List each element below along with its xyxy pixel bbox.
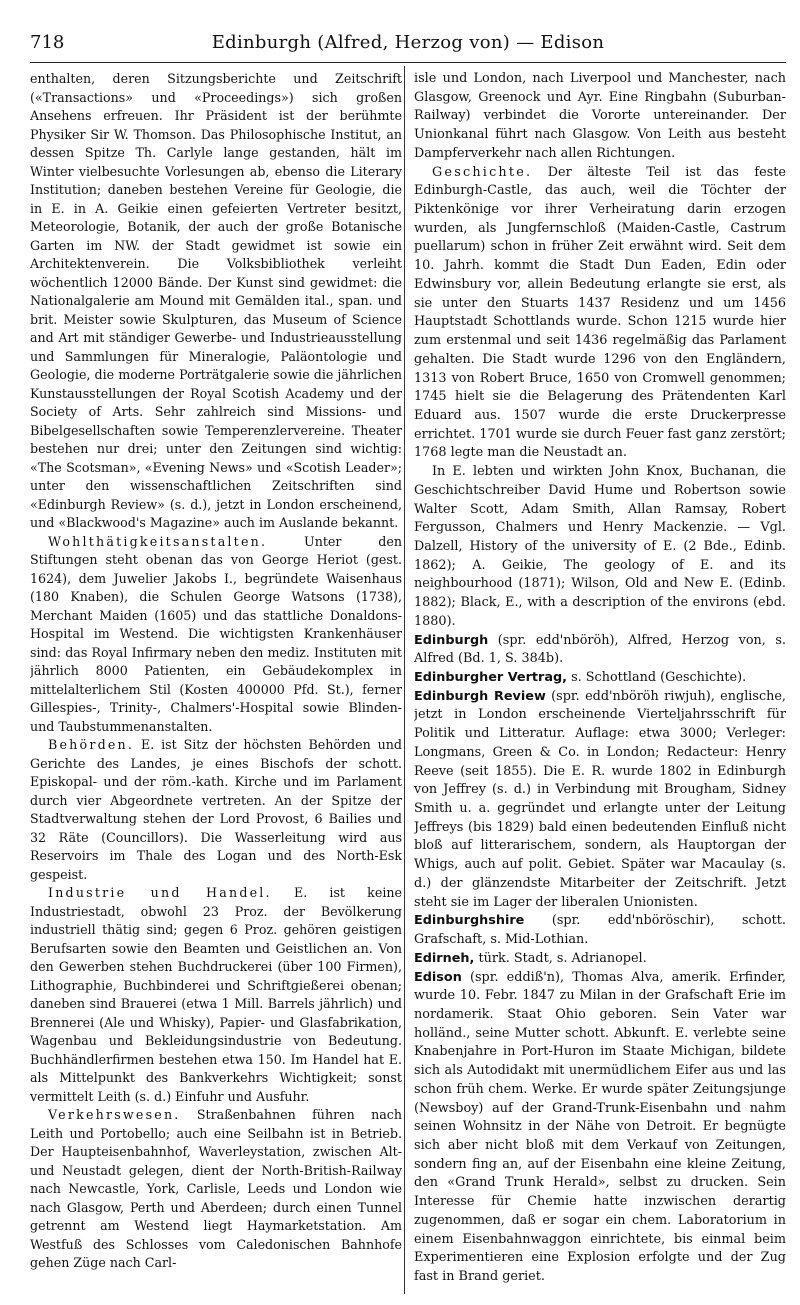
- entry-edison: [414, 969, 786, 1287]
- headword-edison: Edison: [414, 969, 462, 985]
- running-title: Edinburgh (Alfred, Herzog von) — Edison: [211, 32, 605, 53]
- section-label-industry: Industrie und Handel.: [48, 885, 272, 900]
- section-label-transport: Verkehrswesen.: [48, 1107, 181, 1122]
- section-label-history: Geschichte.: [432, 164, 533, 180]
- entry-text-edison: (spr. eddiß'n), Thomas Alva, amerik. Erfinder, wurde 10. Febr. 1847 zu Milan in der Grafschaft Erie im nordamerik. Staat Ohio geboren. Sein Vater war holländ., seine Mutter schott. Abkunft. E. verlebte seine Knabenjahre in Port-Huron im Staate Michigan, bildete sich als Autodidakt mit unermüdlichem Eifer aus und las schon früh chem. Werke. Er wurde später Zeitungsjunge (Newsboy) auf der Grand-Trunk-Eisenbahn und nahm seinen Wohnsitz in der Nähe von Detroit. Er begnügte sich aber nicht bloß mit dem Verkauf von Zeitungen, sondern fing an, auf der Eisenbahn eine kleine Zeitung, den «Grand Trunk Herald», selbst zu drucken. Sein Interesse für Chemie hatte inzwischen derartig zugenommen, daß er sogar ein chem. Laboratorium in einem Eisenbahnwaggon einrichtete, bis einmal beim Experimentieren eine Explosion erfolgte und der Zug fast in Brand geriet.: [414, 969, 786, 1284]
- entry-text-edinburgher-vertrag: s. Schottland (Geschichte).: [571, 670, 747, 685]
- right-column: [414, 70, 786, 1294]
- section-label-charities: Wohlthätigkeitsanstalten.: [48, 533, 268, 549]
- paragraph-charities: [30, 533, 402, 737]
- left-column: [30, 70, 402, 1294]
- entry-edinburgh-review: [414, 688, 786, 913]
- header-rule: [30, 62, 786, 63]
- headword-edinburgher-vertrag: Edinburgher Vertrag,: [414, 670, 567, 685]
- text-industry: E. ist keine Industriestadt, obwohl 23 Proz. der Bevölkerung industriell thätig sind; gegen 6 Proz. gehören geistigen Berufsarten sowie den Beamten und Geistlichen an. Von den Gewerben stehen Buchdruckerei (über 100 Firmen), Lithographie, Buchbinderei und Schriftgießerei obenan; daneben sind Brauerei (etwa 1 Mill. Barrels jährlich) und Brennerei (Ale und Whisky), Papier- und Glasfabrikation, Wagenbau und Bekleidungsindustrie von Bedeutung. Buchhändlerfirmen bestehen etwa 150. Im Handel hat E. als Mittelpunkt des Bankverkehrs Wichtigkeit; sonst vermittelt Leith (s. d.) Einfuhr und Ausfuhr.: [30, 885, 402, 1104]
- paragraph-transport: [30, 1106, 402, 1273]
- entry-text-edinburgh-review: (spr. edd'nböröh riwjuh), englische, jetzt in London erscheinende Vierteljahrsschrift für Politik und Litteratur. Auflage: etwa 3000; Verleger: Longmans, Green & Co. in London; Redacteur: Henry Reeve (seit 1855). Die E. R. wurde 1802 in Edinburgh von Jeffrey (s. d.) in Verbindung mit Brougham, Sidney Smith u. a. gegründet und erlangte unter der Leitung Jeffreys (bis 1829) bald einen bedeutenden Einfluß nicht bloß auf litterarischem, sondern, als Hauptorgan der Whigs, auch auf polit. Gebiet. Später war Macaulay (s. d.) der glänzendste Mitarbeiter der Zeitschrift. Jetzt steht sie im Lager der liberalen Unionisten.: [414, 688, 786, 910]
- entry-text-edirneh: türk. Stadt, s. Adrianopel.: [478, 950, 647, 966]
- text-history: Der älteste Teil ist das feste Edinburgh-Castle, das auch, weil die Töchter der Piktenkönige vor ihrer Verheiratung darin erzogen wurden, als Jungfernschloß (Maiden-Castle, Castrum puellarum) schon in früher Zeit erwähnt wird. Seit dem 10. Jahrh. kommt die Stadt Dun Eaden, Edin oder Edwinsbury vor, allein Bedeutung erlangte sie erst, als sie unter den Stuarts 1437 Residenz und um 1456 Hauptstadt Schottlands wurde. Schon 1215 wurde hier zum erstenmal und seit 1436 regelmäßig das Parlament gehalten. Die Stadt wurde 1296 von den Engländern, 1313 von Robert Bruce, 1650 von Cromwell genommen; 1745 hielt sie die Belagerung des Prätendenten Karl Eduard aus. 1507 wurde die erste Druckerpresse errichtet. 1701 wurde sie durch Feuer fast ganz zerstört; 1768 legte man die Neustadt an.: [414, 164, 786, 461]
- page-number: 718: [30, 32, 65, 53]
- text-charities: Unter den Stiftungen steht obenan das von George Heriot (gest. 1624), dem Juwelier Jakobs I., begründete Waisenhaus (180 Knaben), die Schulen George Watsons (1738), Merchant Maiden (1605) und das stattliche Donaldons-Hospital im Westend. Die wichtigsten Krankenhäuser sind: das Royal Infirmary neben den mediz. Instituten mit jährlich 8000 Patienten, ein Gebäudekomplex in mittelalterlichem Stil (Kosten 400000 Pfd. St.), ferner Gillespies-, Trinity-, Chalmers'-Hospital sowie Blinden- und Taubstummenanstalten.: [30, 533, 402, 734]
- text-transport: Straßenbahnen führen nach Leith und Portobello; auch eine Seilbahn ist in Betrieb. Der Haupteisenbahnhof, Waverleystation, zwischen Alt- und Neustadt gelegen, dient der North-British-Railway nach Newcastle, York, Carlisle, Leeds und London wie nach Glasgow, Perth und Aberdeen; durch einen Tunnel getrennt am Westend liegt Haymarketstation. Am Westfuß des Schlosses vom Caledonischen Bahnhofe gehen Züge nach Carl-: [30, 1107, 402, 1270]
- text-authorities: E. ist Sitz der höchsten Behörden und Gerichte des Landes, je eines Bischofs der schott. Episkopal- und der röm.-kath. Kirche und im Parlament durch vier Abgeordnete vertreten. An der Spitze der Stadtverwaltung stehen der Lord Provost, 6 Bailies und 32 Räte (Councillors). Die Wasserleitung wird aus Reservoirs im Thale des Logan und des North-Esk gespeist.: [30, 737, 402, 882]
- paragraph-history: [414, 164, 786, 464]
- headword-edinburgh-review: Edinburgh Review: [414, 688, 546, 704]
- entry-edirneh: [414, 950, 786, 969]
- entry-edinburgher-vertrag: [414, 669, 786, 688]
- paragraph-institutions: enthalten, deren Sitzungsberichte und Zeitschrift («Transactions» und «Proceedings») sich großen Ansehens erfreuen. Ihr Präsident ist der berühmte Physiker Sir W. Thomson. Das Philosophische Institut, an dessen Spitze Th. Carlyle lange gestanden, hält im Winter vielbesuchte Vorlesungen ab, ebenso die Literary Institution; daneben bestehen Vereine für Geologie, die in E. in A. Geikie einen gefeierten Vertreter besitzt, Meteorologie, Botanik, der auch der große Botanische Garten im NW. der Stadt gewidmet ist sowie ein Architektenverein. Die Volksbibliothek verleiht wöchentlich 12000 Bände. Der Kunst sind gewidmet: die Nationalgalerie am Mound mit Gemälden ital., span. und brit. Meister sowie Skulpturen, das Museum of Science and Art mit ständiger Gewerbe- und Industrieausstellung und Sammlungen für Mineralogie, Paläontologie und Geologie, die moderne Porträtgalerie sowie die jährlichen Kunstausstellungen der Royal Scotish Academy und der Society of Arts. Sehr zahlreich sind Missions- und Bibelgesellschaften sowie Temperenzlervereine. Theater bestehen nur drei; unter den Zeitungen sind wichtig: «The Scotsman», «Evening News» und «Scotish Leader»; unter den wissenschaftlichen Zeitschriften sind «Edinburgh Review» (s. d.), jetzt in London erscheinend, und «Blackwood's Magazine» auch im Auslande bekannt.: [30, 71, 402, 530]
- paragraph-authorities: [30, 736, 402, 884]
- paragraph-transport-cont: isle und London, nach Liverpool und Manchester, nach Glasgow, Greenock und Ayr. Eine Ringbahn (Suburban-Railway) verbindet die Vororte untereinander. Der Unionkanal führt nach Glasgow. Von Leith aus besteht Dampferverkehr nach allen Richtungen.: [414, 71, 786, 161]
- headword-edinburgh: Edinburgh: [414, 632, 489, 648]
- entry-text-edinburghshire: (spr. edd'nböröschir), schott. Grafschaft, s. Mid-Lothian.: [414, 913, 786, 948]
- page-header: [30, 28, 786, 62]
- paragraph-people: In E. lebten und wirkten John Knox, Buchanan, die Geschichtschreiber David Hume und Robertson sowie Walter Scott, Adam Smith, Allan Ramsay, Robert Fergusson, Chalmers und Henry Mackenzie. — Vgl. Dalzell, History of the university of E. (2 Bde., Edinb. 1862); A. Geikie, The geology of E. and its neighbourhood (1871); Wilson, Old and New E. (Edinb. 1882); Black, E., with a description of the environs (ebd. 1880).: [414, 464, 786, 629]
- entry-text-edinburgh: (spr. edd'nböröh), Alfred, Herzog von, s. Alfred (Bd. 1, S. 384b).: [414, 632, 786, 667]
- column-separator: [404, 66, 405, 1294]
- headword-edirneh: Edirneh,: [414, 950, 475, 966]
- section-label-authorities: Behörden.: [48, 737, 135, 752]
- entry-edinburgh-alfred: [414, 632, 786, 669]
- paragraph-industry: [30, 884, 402, 1106]
- headword-edinburghshire: Edinburghshire: [414, 913, 525, 929]
- entry-edinburghshire: [414, 912, 786, 949]
